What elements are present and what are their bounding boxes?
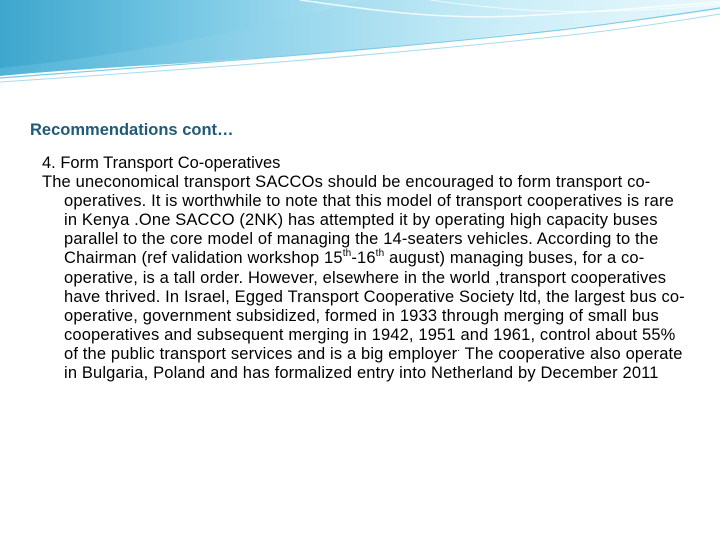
header-wave-decoration [0, 0, 720, 90]
paragraph-text-part-1: The uneconomical transport SACCOs should be encouraged to form transport co-operatives. It is worthwhile to note that this model of transport cooperatives is rare in Kenya .One SACCO (2NK) has attempted it by operating high capacity buses parallel to the core model of managing the 14-seaters vehicles. According to the Chairman (ref validation workshop 15 [42, 173, 674, 268]
paragraph-text-part-4: The cooperative also operate in Bulgaria, Poland and has formalized entry into Netherland by December 2011 [64, 344, 683, 383]
section-heading: 4. Form Transport Co-operatives [42, 154, 281, 172]
slide-body [42, 154, 687, 383]
ordinal-suffix-2: th [375, 247, 385, 259]
recommendation-paragraph [42, 173, 687, 383]
superscript-mark: . [457, 343, 461, 355]
ordinal-suffix-1: th [342, 247, 352, 259]
paragraph-text-part-3: august) managing buses, for a co-operative, is a tall order. However, elsewhere in the world ,transport cooperatives have thrived. In Israel, Egged Transport Cooperative Society ltd, the largest bus co-operative, government subsidized, formed in 1933 through merging of small bus cooperatives and subsequent merging in 1942, 1951 and 1961, control about 55% of the public transport services and is a big employer [64, 249, 685, 363]
paragraph-text-part-2: -16 [351, 249, 376, 268]
slide-title: Recommendations cont… [30, 121, 234, 139]
